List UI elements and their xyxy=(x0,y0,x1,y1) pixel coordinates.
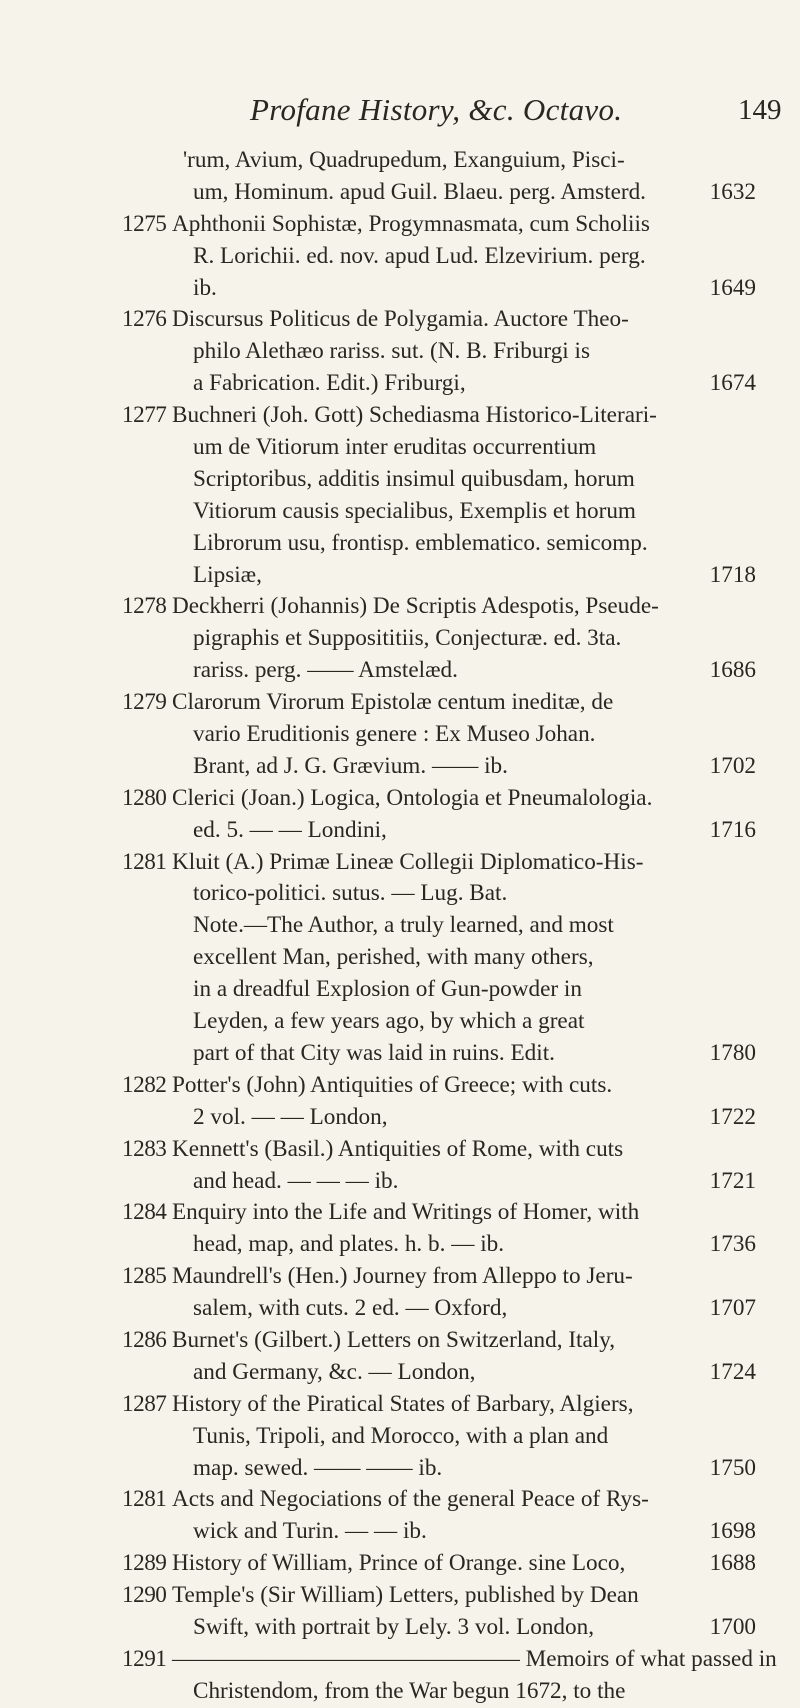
publication-year: 1780 xyxy=(709,1039,756,1066)
lot-number: 1290 xyxy=(122,1582,167,1609)
catalogue-entry xyxy=(0,1644,800,1708)
entry-line xyxy=(0,815,800,847)
publication-year: 1716 xyxy=(709,816,756,843)
publication-year: 1702 xyxy=(709,752,756,779)
entry-text: Enquiry into the Life and Writings of Homer, with xyxy=(172,1199,640,1226)
lot-number: 1291 xyxy=(122,1645,167,1672)
catalogue-entry xyxy=(0,304,800,400)
entry-line xyxy=(0,687,800,719)
lot-number: 1286 xyxy=(122,1326,167,1353)
entry-text: ——————————————— Memoirs of what passed in xyxy=(172,1645,777,1672)
publication-year: 1700 xyxy=(709,1613,756,1640)
catalogue-entry xyxy=(0,1580,800,1644)
entry-text: 'rum, Avium, Quadrupedum, Exanguium, Pisci- xyxy=(183,147,625,173)
catalogue-entry xyxy=(0,209,800,305)
entry-text: Buchneri (Joh. Gott) Schediasma Historico-Literari- xyxy=(172,402,657,429)
publication-year: 1718 xyxy=(709,561,756,588)
lot-number: 1281 xyxy=(122,1486,167,1513)
entry-line xyxy=(0,304,800,336)
catalogue-entry xyxy=(0,1484,800,1548)
entry-line xyxy=(0,1389,800,1421)
entry-line xyxy=(0,528,800,560)
entry-text: um, Hominum. apud Guil. Blaeu. perg. Amsterd. xyxy=(193,178,646,205)
entry-text: Kennett's (Basil.) Antiquities of Rome, with cuts xyxy=(172,1135,624,1162)
catalogue-entry xyxy=(0,1070,800,1134)
entry-line xyxy=(0,1038,800,1070)
lot-number: 1287 xyxy=(122,1390,167,1417)
entry-line xyxy=(0,942,800,974)
entry-line xyxy=(0,1644,800,1676)
entry-text: and Germany, &c. — London, xyxy=(193,1358,476,1385)
catalogue-entry xyxy=(0,783,800,847)
entry-line xyxy=(0,655,800,687)
entry-line xyxy=(0,177,800,209)
entry-text: Tunis, Tripoli, and Morocco, with a plan and xyxy=(193,1422,609,1449)
publication-year: 1721 xyxy=(709,1167,756,1194)
publication-year: 1688 xyxy=(709,1550,756,1577)
entry-text: Kluit (A.) Primæ Lineæ Collegii Diplomatico-His- xyxy=(172,848,644,875)
lot-number: 1280 xyxy=(122,784,167,811)
entry-line xyxy=(0,1484,800,1516)
catalogue-entry xyxy=(0,1134,800,1198)
entry-text: in a dreadful Explosion of Gun-powder in xyxy=(193,976,582,1003)
entry-line xyxy=(0,1070,800,1102)
entry-line xyxy=(0,1134,800,1166)
entry-line xyxy=(0,974,800,1006)
entry-line xyxy=(0,1197,800,1229)
entry-text: wick and Turin. — — ib. xyxy=(193,1518,427,1545)
lot-number: 1284 xyxy=(122,1199,167,1226)
lot-number: 1278 xyxy=(122,593,167,620)
entry-text: vario Eruditionis genere : Ex Museo Johan. xyxy=(193,721,596,748)
entry-line xyxy=(0,1676,800,1708)
publication-year: 1698 xyxy=(709,1518,756,1545)
catalogue-entries xyxy=(0,145,800,1708)
publication-year: 1750 xyxy=(709,1454,756,1481)
entry-text: salem, with cuts. 2 ed. — Oxford, xyxy=(193,1295,508,1322)
entry-line xyxy=(0,1580,800,1612)
page-header xyxy=(0,92,800,136)
catalogue-entry xyxy=(0,1548,800,1580)
entry-text: 2 vol. — — London, xyxy=(193,1103,388,1130)
publication-year: 1686 xyxy=(709,657,756,684)
entry-line xyxy=(0,496,800,528)
publication-year: 1722 xyxy=(709,1103,756,1130)
entry-text: Christendom, from the War begun 1672, to the xyxy=(193,1677,626,1704)
entry-text: Acts and Negociations of the general Peace of Rys- xyxy=(172,1486,649,1513)
entry-text: part of that City was laid in ruins. Edit. xyxy=(193,1039,555,1066)
entry-line xyxy=(0,432,800,464)
entry-line xyxy=(0,1325,800,1357)
publication-year: 1632 xyxy=(709,178,756,205)
entry-line xyxy=(0,1293,800,1325)
entry-line xyxy=(0,783,800,815)
page-number: 149 xyxy=(738,94,782,126)
entry-line xyxy=(0,273,800,305)
entry-line xyxy=(0,591,800,623)
running-title: Profane History, &c. Octavo. xyxy=(250,92,623,127)
entry-line xyxy=(0,878,800,910)
entry-text: head, map, and plates. h. b. — ib. xyxy=(193,1231,505,1258)
catalogue-entry xyxy=(0,1261,800,1325)
entry-line xyxy=(0,1357,800,1389)
lot-number: 1285 xyxy=(122,1263,167,1290)
entry-line xyxy=(0,464,800,496)
entry-text: Clarorum Virorum Epistolæ centum ineditæ, de xyxy=(172,689,614,716)
lot-number: 1281 xyxy=(122,848,167,875)
publication-year: 1649 xyxy=(709,274,756,301)
entry-text: R. Lorichii. ed. nov. apud Lud. Elzevirium. perg. xyxy=(193,242,646,269)
lot-number: 1282 xyxy=(122,1071,167,1098)
entry-text: Librorum usu, frontisp. emblematico. semicomp. xyxy=(193,529,648,556)
entry-line xyxy=(0,368,800,400)
entry-text: ed. 5. — — Londini, xyxy=(193,816,387,843)
entry-text: Potter's (John) Antiquities of Greece; with cuts. xyxy=(172,1071,613,1098)
entry-text: excellent Man, perished, with many others, xyxy=(193,944,594,971)
entry-line xyxy=(0,719,800,751)
entry-line xyxy=(0,623,800,655)
lot-number: 1279 xyxy=(122,689,167,716)
entry-text: History of the Piratical States of Barbary, Algiers, xyxy=(172,1390,634,1417)
entry-text: and head. — — — ib. xyxy=(193,1167,399,1194)
entry-line xyxy=(0,145,800,177)
entry-line xyxy=(0,751,800,783)
entry-line xyxy=(0,1229,800,1261)
catalogue-entry xyxy=(0,847,800,1070)
catalogue-entry xyxy=(0,1197,800,1261)
entry-text: Brant, ad J. G. Grævium. —— ib. xyxy=(193,752,508,779)
lot-number: 1289 xyxy=(122,1550,167,1577)
entry-text: um de Vitiorum inter eruditas occurrentium xyxy=(193,434,597,461)
entry-line xyxy=(0,1548,800,1580)
entry-line xyxy=(0,400,800,432)
entry-text: History of William, Prince of Orange. sine Loco, xyxy=(172,1550,626,1577)
entry-text: Lipsiæ, xyxy=(193,561,262,588)
entry-text: map. sewed. —— —— ib. xyxy=(193,1454,443,1481)
entry-text: Note.—The Author, a truly learned, and most xyxy=(193,912,614,939)
entry-line xyxy=(0,1516,800,1548)
entry-line xyxy=(0,336,800,368)
entry-text: Deckherri (Johannis) De Scriptis Adespotis, Pseude- xyxy=(172,593,659,620)
publication-year: 1707 xyxy=(709,1295,756,1322)
entry-line xyxy=(0,1102,800,1134)
entry-line xyxy=(0,1612,800,1644)
entry-line xyxy=(0,1453,800,1485)
entry-text: rariss. perg. —— Amstelæd. xyxy=(193,657,458,684)
catalogue-entry xyxy=(0,400,800,591)
catalogue-entry xyxy=(0,591,800,687)
entry-line xyxy=(0,1006,800,1038)
entry-line xyxy=(0,241,800,273)
entry-text: torico-politici. sutus. — Lug. Bat. xyxy=(193,880,508,907)
publication-year: 1736 xyxy=(709,1231,756,1258)
entry-text: Maundrell's (Hen.) Journey from Alleppo to Jeru- xyxy=(172,1263,633,1290)
catalogue-entry xyxy=(0,1325,800,1389)
lot-number: 1276 xyxy=(122,306,167,333)
lot-number: 1275 xyxy=(122,210,167,237)
entry-line xyxy=(0,1261,800,1293)
entry-text: Aphthonii Sophistæ, Progymnasmata, cum Scholiis xyxy=(172,210,650,237)
entry-text: pigraphis et Supposititiis, Conjecturæ. ed. 3ta. xyxy=(193,625,622,652)
publication-year: 1724 xyxy=(709,1358,756,1385)
entry-line xyxy=(0,847,800,879)
entry-text: ib. xyxy=(193,274,217,301)
lot-number: 1283 xyxy=(122,1135,167,1162)
entry-text: Burnet's (Gilbert.) Letters on Switzerland, Italy, xyxy=(172,1326,616,1353)
entry-line xyxy=(0,1166,800,1198)
lot-number: 1277 xyxy=(122,402,167,429)
entry-text: Discursus Politicus de Polygamia. Auctore Theo- xyxy=(172,306,629,333)
catalogue-entry xyxy=(0,145,800,209)
entry-text: Swift, with portrait by Lely. 3 vol. London, xyxy=(193,1613,595,1640)
catalogue-entry xyxy=(0,687,800,783)
entry-text: a Fabrication. Edit.) Friburgi, xyxy=(193,370,466,397)
entry-text: Clerici (Joan.) Logica, Ontologia et Pneumalologia. xyxy=(172,784,653,811)
entry-line xyxy=(0,560,800,592)
entry-text: Leyden, a few years ago, by which a great xyxy=(193,1008,585,1035)
entry-text: Temple's (Sir William) Letters, published by Dean xyxy=(172,1582,639,1609)
entry-line xyxy=(0,209,800,241)
entry-line xyxy=(0,910,800,942)
entry-text: Vitiorum causis specialibus, Exemplis et horum xyxy=(193,497,636,524)
entry-text: Scriptoribus, additis insimul quibusdam, horum xyxy=(193,465,635,492)
entry-text: philo Alethæo rariss. sut. (N. B. Friburgi is xyxy=(193,338,590,365)
publication-year: 1674 xyxy=(709,370,756,397)
